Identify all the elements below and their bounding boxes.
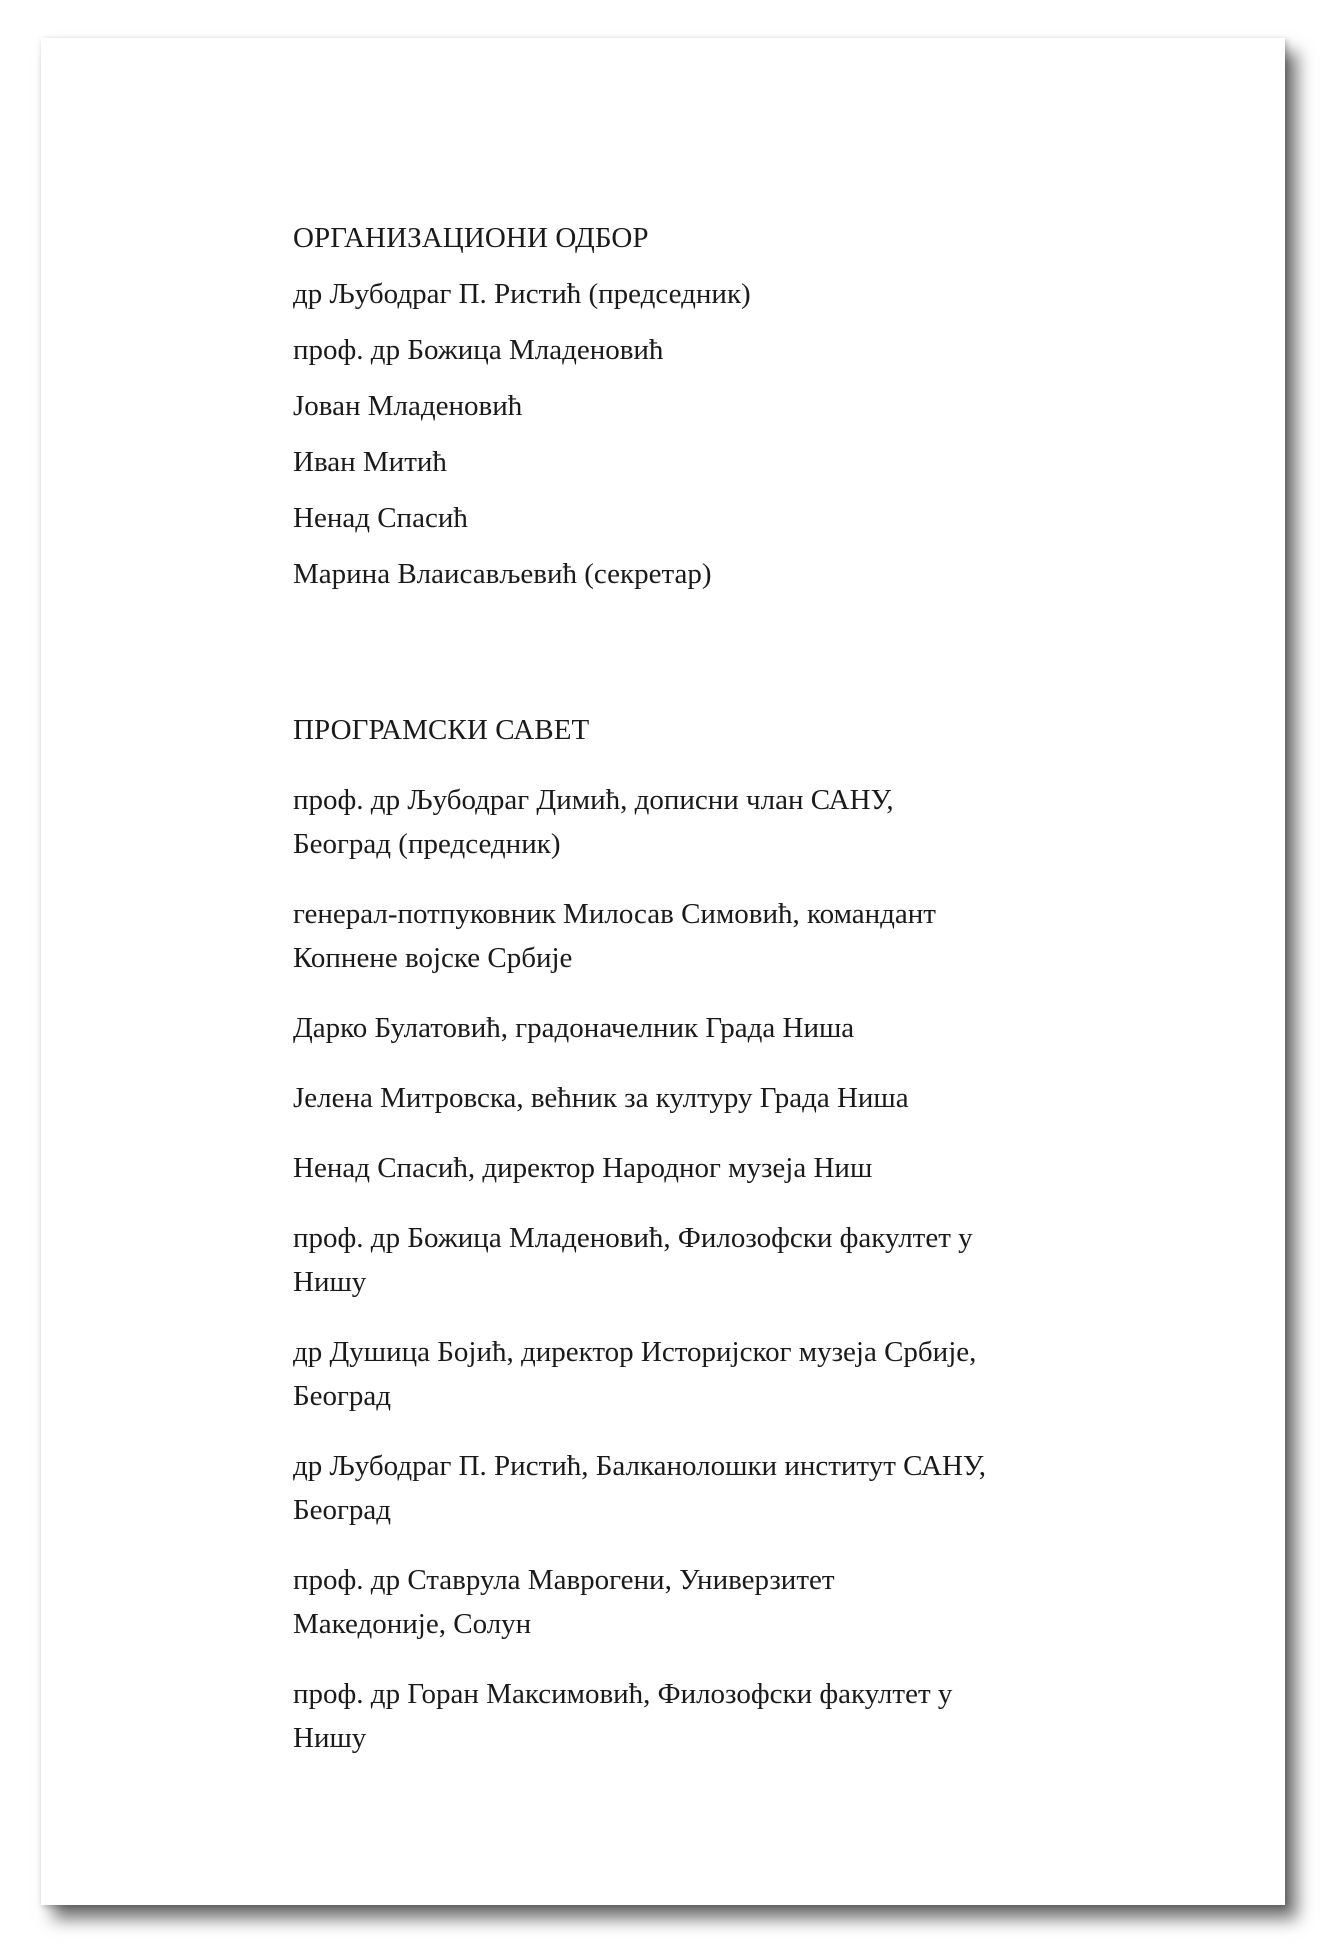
list-item-line: Нишу — [293, 1266, 367, 1298]
program-council-list — [293, 778, 1113, 1760]
program-council-heading: ПРОГРАМСКИ САВЕТ — [293, 714, 590, 746]
list-item-line: др Душица Бојић, директор Историјског музеја Србије, — [293, 1336, 977, 1368]
list-item — [293, 892, 1113, 980]
organizing-committee-heading: ОРГАНИЗАЦИОНИ ОДБОР — [293, 222, 649, 254]
list-item: Иван Митић — [293, 446, 447, 478]
document-page — [41, 38, 1285, 1905]
list-item: проф. др Божица Младеновић — [293, 334, 664, 366]
list-item — [293, 1330, 1113, 1418]
page-content — [293, 220, 1113, 1786]
list-item-line: Нишу — [293, 1722, 367, 1754]
list-item-line: Македоније, Солун — [293, 1608, 532, 1640]
list-item-line: проф. др Ставрула Маврогени, Универзитет — [293, 1564, 835, 1596]
list-item-line: проф. др Горан Максимовић, Филозофски факултет у — [293, 1678, 953, 1710]
list-item-line: Београд (председник) — [293, 828, 561, 860]
list-item-line: Јелена Митровска, већник за културу Града Ниша — [293, 1082, 909, 1114]
list-item-line: проф. др Љубодраг Димић, дописни члан САНУ, — [293, 784, 894, 816]
list-item — [293, 778, 1113, 866]
list-item-line: Дарко Булатовић, градоначелник Града Ниша — [293, 1012, 855, 1044]
list-item — [293, 1006, 1113, 1050]
list-item: Марина Влаисављевић (секретар) — [293, 558, 712, 590]
list-item-line: генерал-потпуковник Милосав Симовић, командант — [293, 898, 936, 930]
list-item: др Љубодраг П. Ристић (председник) — [293, 278, 751, 310]
list-item — [293, 1672, 1113, 1760]
list-item-line: Београд — [293, 1380, 392, 1412]
list-item — [293, 1076, 1113, 1120]
organizing-committee-list — [293, 276, 1113, 592]
list-item — [293, 1444, 1113, 1532]
list-item-line: др Љубодраг П. Ристић, Балканолошки институт САНУ, — [293, 1450, 986, 1482]
list-item: Ненад Спасић — [293, 502, 468, 534]
list-item-line: Ненад Спасић, директор Народног музеја Ниш — [293, 1152, 873, 1184]
list-item — [293, 1146, 1113, 1190]
list-item-line: проф. др Божица Младеновић, Филозофски факултет у — [293, 1222, 973, 1254]
list-item — [293, 1216, 1113, 1304]
list-item-line: Копнене војске Србије — [293, 942, 573, 974]
list-item — [293, 1558, 1113, 1646]
list-item-line: Београд — [293, 1494, 392, 1526]
list-item: Јован Младеновић — [293, 390, 523, 422]
